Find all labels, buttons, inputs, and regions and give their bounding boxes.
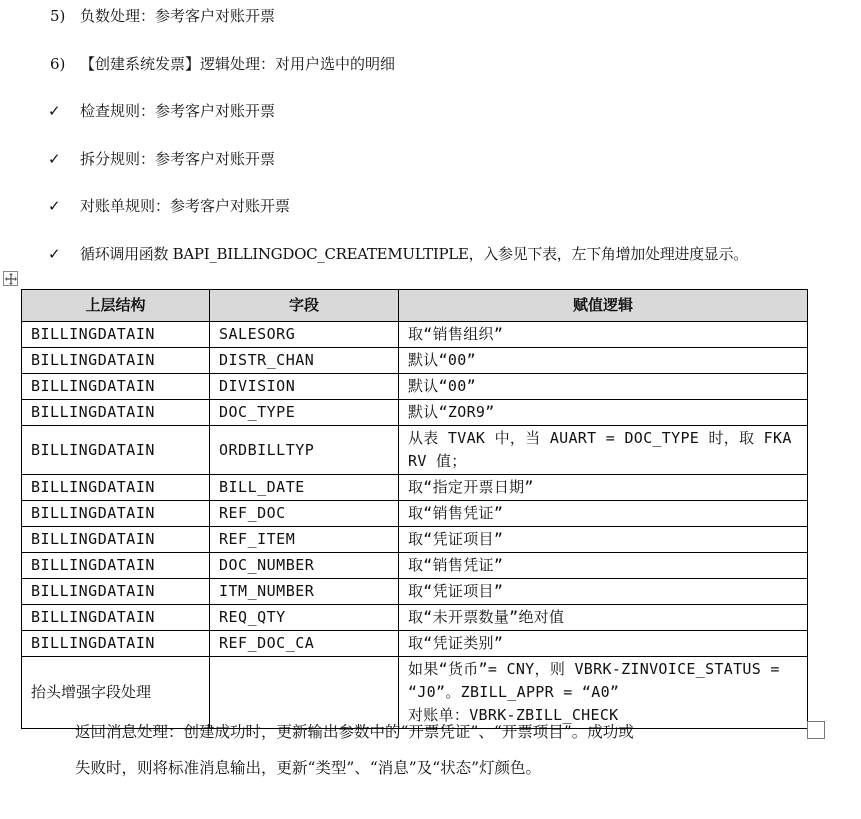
cell-field: REF_ITEM bbox=[210, 527, 399, 553]
cell-structure: 抬头增强字段处理 bbox=[22, 657, 210, 729]
item-text: 负数处理：参考客户对账开票 bbox=[80, 7, 276, 25]
cell-logic: 取“凭证类别” bbox=[399, 631, 808, 657]
cell-logic: 取“销售组织” bbox=[399, 322, 808, 348]
cell-logic: 取“指定开票日期” bbox=[399, 475, 808, 501]
table-row bbox=[22, 322, 808, 348]
return-message-paragraph-line1: 返回消息处理：创建成功时，更新输出参数中的“开票凭证”、“开票项目”。成功或 bbox=[75, 723, 634, 741]
cell-logic: 默认“00” bbox=[399, 348, 808, 374]
table-row bbox=[22, 579, 808, 605]
cell-field: ORDBILLTYP bbox=[210, 426, 399, 475]
logic-currency-rule: 如果“货币”= CNY，则 VBRK-ZINVOICE_STATUS = “J0”。ZBILL_APPR = “A0” bbox=[408, 660, 780, 701]
cell-logic bbox=[399, 657, 808, 729]
cell-structure: BILLINGDATAIN bbox=[22, 579, 210, 605]
bapi-parameter-table bbox=[21, 289, 808, 729]
item-number: 5) bbox=[50, 7, 66, 25]
cell-field: REF_DOC bbox=[210, 501, 399, 527]
cell-structure: BILLINGDATAIN bbox=[22, 426, 210, 475]
return-message-paragraph-line2: 失败时，则将标准消息输出，更新“类型”、“消息”及“状态”灯颜色。 bbox=[75, 759, 542, 777]
cell-field bbox=[210, 657, 399, 729]
table-row bbox=[22, 553, 808, 579]
check-text: 拆分规则：参考客户对账开票 bbox=[80, 150, 276, 168]
cell-field: ITM_NUMBER bbox=[210, 579, 399, 605]
cell-structure: BILLINGDATAIN bbox=[22, 322, 210, 348]
cell-structure: BILLINGDATAIN bbox=[22, 527, 210, 553]
item-number: 6) bbox=[50, 55, 66, 73]
check-text: 对账单规则：参考客户对账开票 bbox=[80, 197, 291, 215]
table-row bbox=[22, 400, 808, 426]
cell-structure: BILLINGDATAIN bbox=[22, 553, 210, 579]
header-assignment-logic: 赋值逻辑 bbox=[399, 290, 808, 322]
table-move-handle[interactable] bbox=[3, 271, 18, 286]
table-row bbox=[22, 475, 808, 501]
cell-field: BILL_DATE bbox=[210, 475, 399, 501]
cell-logic: 取“凭证项目” bbox=[399, 579, 808, 605]
cell-field: DOC_TYPE bbox=[210, 400, 399, 426]
cell-logic: 从表 TVAK 中，当 AUART = DOC_TYPE 时，取 FKARV 值； bbox=[399, 426, 808, 475]
paragraph-marker-box bbox=[807, 721, 825, 739]
table-row bbox=[22, 605, 808, 631]
logic-statement-check: 对账单：VBRK-ZBILL_CHECK bbox=[408, 706, 619, 724]
cell-structure: BILLINGDATAIN bbox=[22, 501, 210, 527]
checkmark-icon: ✓ bbox=[48, 102, 61, 120]
table-row bbox=[22, 527, 808, 553]
cell-logic: 取“凭证项目” bbox=[399, 527, 808, 553]
checkmark-icon: ✓ bbox=[48, 150, 61, 168]
cell-structure: BILLINGDATAIN bbox=[22, 400, 210, 426]
cell-field: DOC_NUMBER bbox=[210, 553, 399, 579]
cell-logic: 取“销售凭证” bbox=[399, 501, 808, 527]
checkmark-icon: ✓ bbox=[48, 245, 61, 263]
table-row bbox=[22, 426, 808, 475]
table-row-header-enhancement bbox=[22, 657, 808, 729]
cell-structure: BILLINGDATAIN bbox=[22, 475, 210, 501]
check-text: 循环调用函数 BAPI_BILLINGDOC_CREATEMULTIPLE，入参见下表，左下角增加处理进度显示。 bbox=[80, 245, 748, 263]
table-row bbox=[22, 501, 808, 527]
checkmark-icon: ✓ bbox=[48, 197, 61, 215]
cell-field: SALESORG bbox=[210, 322, 399, 348]
cell-logic: 默认“00” bbox=[399, 374, 808, 400]
item-text: 【创建系统发票】逻辑处理：对用户选中的明细 bbox=[80, 55, 396, 73]
header-field: 字段 bbox=[210, 290, 399, 322]
cell-structure: BILLINGDATAIN bbox=[22, 631, 210, 657]
table-row bbox=[22, 374, 808, 400]
header-upper-structure: 上层结构 bbox=[22, 290, 210, 322]
cell-logic: 默认“ZOR9” bbox=[399, 400, 808, 426]
cell-logic: 取“销售凭证” bbox=[399, 553, 808, 579]
cell-field: REF_DOC_CA bbox=[210, 631, 399, 657]
cell-field: DIVISION bbox=[210, 374, 399, 400]
cell-structure: BILLINGDATAIN bbox=[22, 605, 210, 631]
cell-field: REQ_QTY bbox=[210, 605, 399, 631]
table-row bbox=[22, 631, 808, 657]
check-text: 检查规则：参考客户对账开票 bbox=[80, 102, 276, 120]
cell-structure: BILLINGDATAIN bbox=[22, 348, 210, 374]
move-arrows-icon bbox=[5, 273, 17, 285]
cell-logic: 取“未开票数量”绝对值 bbox=[399, 605, 808, 631]
table-row bbox=[22, 348, 808, 374]
cell-field: DISTR_CHAN bbox=[210, 348, 399, 374]
cell-structure: BILLINGDATAIN bbox=[22, 374, 210, 400]
table-header-row bbox=[22, 290, 808, 322]
